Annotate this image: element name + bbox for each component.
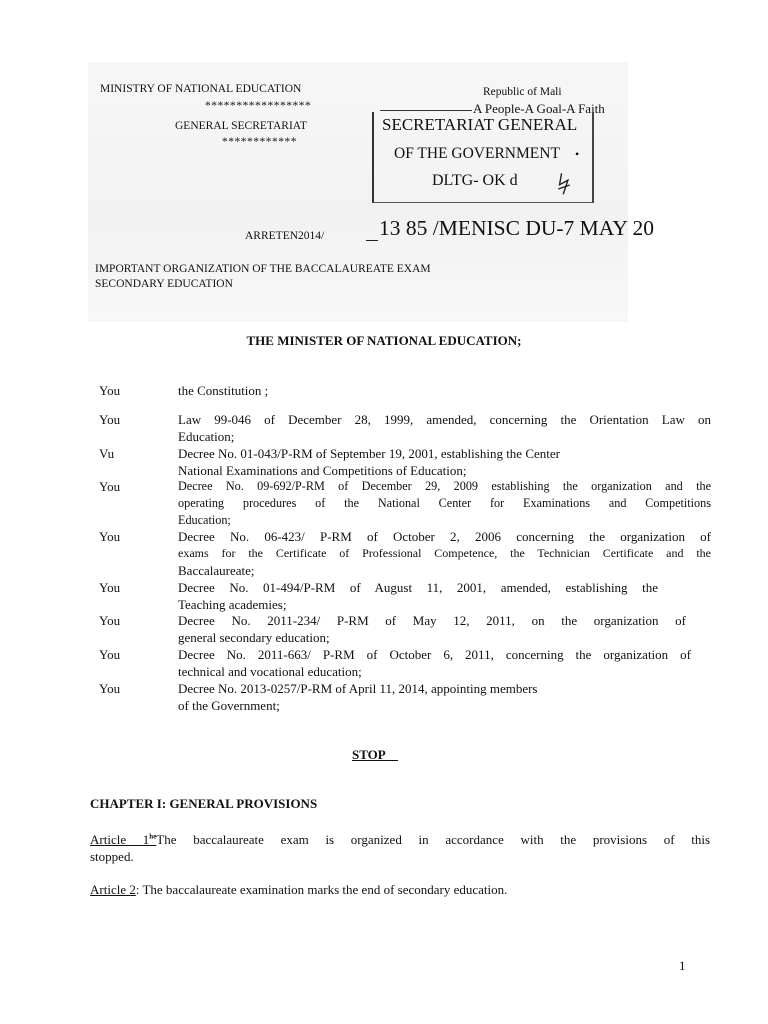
visa-label: You: [99, 647, 121, 662]
visa-line: Decree No. 01-494/P-RM of August 11, 2001, amended, establishing the: [178, 580, 658, 595]
visa-label: You: [99, 412, 121, 427]
visa-text: [178, 528, 711, 579]
visa-line: Decree No. 2011-234/ P-RM of May 12, 2011, on the organization of: [178, 613, 686, 628]
visa-line: National Examinations and Competitions of Education;: [178, 463, 467, 478]
visa-label: You: [99, 613, 121, 628]
visa-line: operating procedures of the National Center for Examinations and Competitions: [178, 496, 711, 510]
visa-line: Teaching academies;: [178, 597, 287, 612]
visa-line: Education;: [178, 513, 231, 527]
visa-line: Decree No. 09-692/P-RM of December 29, 2009 establishing the organization and the: [178, 479, 711, 493]
article-2-text: : The baccalaureate examination marks the end of secondary education.: [135, 882, 508, 897]
article-1: [90, 831, 710, 865]
chapter-heading: CHAPTER I: GENERAL PROVISIONS: [90, 796, 318, 811]
article-1-suffix: he: [149, 832, 157, 841]
national-motto: A People-A Goal-A Faith: [473, 101, 605, 116]
signature-scribble-icon: [553, 171, 575, 198]
separator-stars: *****************: [205, 100, 312, 112]
motto-rule: [380, 110, 472, 111]
subject-line-2: SECONDARY EDUCATION: [95, 278, 233, 290]
subject-line-1: IMPORTANT ORGANIZATION OF THE BACCALAUREATE EXAM: [95, 263, 431, 275]
visa-label: You: [99, 580, 121, 595]
visa-text: [178, 445, 711, 479]
article-1-number: Article 1: [90, 832, 150, 847]
article-2: [90, 881, 710, 898]
general-secretariat: GENERAL SECRETARIAT: [175, 120, 307, 132]
stamp-mark: •: [575, 147, 580, 161]
visa-label: You: [99, 681, 121, 696]
visa-line: Baccalaureate;: [178, 563, 255, 578]
arrete-number: 13 85 /MENISC DU-7 MAY 20: [379, 216, 654, 240]
visa-text: [178, 411, 711, 445]
article-1-second-line: stopped.: [90, 849, 134, 864]
stop-heading: [352, 747, 398, 763]
visa-line: Decree No. 2011-663/ P-RM of October 6, 2011, concerning the organization of: [178, 647, 691, 662]
republic-name: Republic of Mali: [483, 86, 562, 98]
article-1-first-line: [90, 831, 710, 848]
stop-label: STOP: [352, 747, 386, 762]
visa-line: Law 99-046 of December 28, 1999, amended, concerning the Orientation Law on: [178, 412, 711, 427]
visa-text: [178, 579, 658, 613]
visa-line: the Constitution ;: [178, 383, 269, 398]
article-2-label: Article 2: [90, 882, 136, 897]
visa-label: You: [99, 383, 121, 398]
visa-line: Decree No. 01-043/P-RM of September 19, 2001, establishing the Center: [178, 446, 560, 461]
visa-text: [178, 680, 711, 714]
visa-label: You: [99, 479, 121, 494]
visa-text: [178, 646, 691, 680]
visa-line: of the Government;: [178, 698, 280, 713]
visa-label: Vu: [99, 446, 115, 461]
article-1-label: [90, 832, 156, 847]
visa-line: Education;: [178, 429, 235, 444]
visa-line: general secondary education;: [178, 630, 330, 645]
visa-line: Decree No. 06-423/ P-RM of October 2, 2006 concerning the organization of: [178, 529, 711, 544]
visa-text: [178, 382, 711, 399]
visa-label: You: [99, 529, 121, 544]
arrete-prefix: ARRETEN2014/: [245, 230, 325, 242]
visa-line: Decree No. 2013-0257/P-RM of April 11, 2014, appointing members: [178, 681, 538, 696]
visa-text: [178, 478, 711, 529]
separator-stars-2: ************: [222, 136, 297, 148]
article-1-text: The baccalaureate exam is organized in accordance with the provisions of this: [156, 832, 711, 847]
ministry-name: MINISTRY OF NATIONAL EDUCATION: [100, 83, 302, 95]
visa-line: exams for the Certificate of Professional Competence, the Technician Certificate and the: [178, 546, 711, 560]
minister-heading: THE MINISTER OF NATIONAL EDUCATION;: [246, 333, 522, 348]
stamp-line-1: SECRETARIAT GENERAL: [382, 115, 578, 134]
stamp-line-3: DLTG- OK d: [432, 172, 518, 189]
stamp-line-2: OF THE GOVERNMENT: [394, 145, 560, 162]
visa-line: technical and vocational education;: [178, 664, 362, 679]
page-number: 1: [679, 958, 686, 973]
arrete-rule: [366, 240, 378, 241]
visa-text: [178, 612, 686, 646]
